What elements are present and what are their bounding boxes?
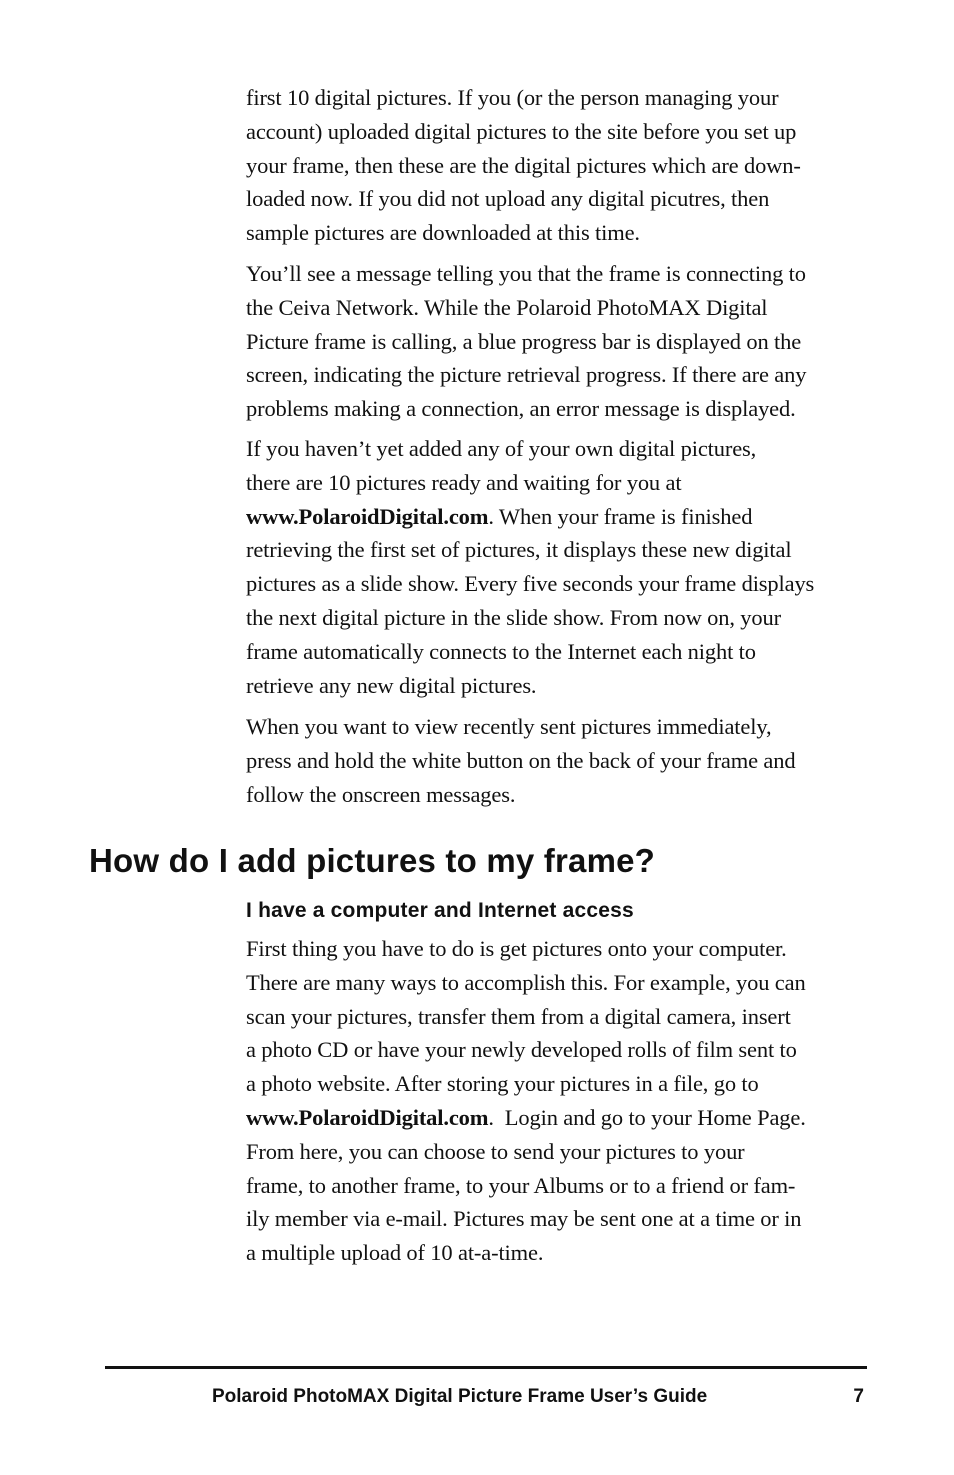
text-line: the Ceiva Network. While the Polaroid PhotoMAX Digital: [246, 294, 768, 320]
paragraph-view-recent: [246, 710, 866, 811]
text-fragment: . Login and go to your Home Page.: [488, 1104, 806, 1130]
text-line: follow the onscreen messages.: [246, 781, 516, 807]
text-line: a photo website. After storing your pictures in a file, go to: [246, 1071, 759, 1097]
text-line: account) uploaded digital pictures to the site before you set up: [246, 118, 797, 144]
paragraph-add-pictures: [246, 932, 866, 1270]
text-line: press and hold the white button on the back of your frame and: [246, 747, 796, 773]
text-line: retrieve any new digital pictures.: [246, 672, 537, 698]
text-line: a photo CD or have your newly developed rolls of film sent to: [246, 1037, 797, 1063]
text-line: frame automatically connects to the Internet each night to: [246, 638, 756, 664]
website-link: www.PolaroidDigital.com: [246, 503, 489, 529]
text-line: there are 10 pictures ready and waiting for you at: [246, 469, 682, 495]
text-line: If you haven’t yet added any of your own digital pictures,: [246, 436, 757, 461]
text-line: first 10 digital pictures. If you (or the person managing your: [246, 85, 779, 110]
footer-title: Polaroid PhotoMAX Digital Picture Frame User’s Guide: [212, 1386, 708, 1407]
footer-divider: [105, 1366, 867, 1369]
text-line: screen, indicating the picture retrieval progress. If there are any: [246, 362, 807, 388]
section-subheading: I have a computer and Internet access: [246, 899, 634, 922]
paragraph-sample-pictures: [246, 432, 866, 702]
text-line: scan your pictures, transfer them from a digital camera, insert: [246, 1003, 791, 1029]
text-line: frame, to another frame, to your Albums or to a friend or fam-: [246, 1172, 796, 1198]
text-line: [246, 500, 866, 534]
text-line: From here, you can choose to send your pictures to your: [246, 1138, 745, 1164]
text-line: There are many ways to accomplish this. For example, you can: [246, 969, 806, 995]
section-heading: How do I add pictures to my frame?: [89, 842, 656, 879]
text-line: your frame, then these are the digital pictures which are down-: [246, 152, 801, 178]
website-link: www.PolaroidDigital.com: [246, 1104, 489, 1130]
text-line: [246, 1101, 866, 1135]
text-line: Picture frame is calling, a blue progress bar is displayed on the: [246, 328, 802, 354]
page-number: 7: [853, 1386, 864, 1407]
text-line: You’ll see a message telling you that the frame is connecting to: [246, 261, 806, 286]
text-line: a multiple upload of 10 at-a-time.: [246, 1240, 544, 1266]
text-line: ily member via e-mail. Pictures may be sent one at a time or in: [246, 1206, 802, 1232]
text-line: the next digital picture in the slide show. From now on, your: [246, 604, 781, 630]
text-line: sample pictures are downloaded at this time.: [246, 220, 640, 246]
text-line: loaded now. If you did not upload any digital picutres, then: [246, 186, 770, 212]
text-line: problems making a connection, an error message is displayed.: [246, 396, 796, 422]
text-fragment: . When your frame is finished: [488, 503, 753, 529]
text-line: pictures as a slide show. Every five seconds your frame displays: [246, 571, 815, 597]
text-line: When you want to view recently sent pictures immediately,: [246, 714, 772, 739]
text-line: First thing you have to do is get pictures onto your computer.: [246, 936, 787, 961]
paragraph-connecting-message: [246, 257, 866, 426]
paragraph-download-info: [246, 81, 866, 250]
text-line: retrieving the first set of pictures, it displays these new digital: [246, 537, 792, 563]
